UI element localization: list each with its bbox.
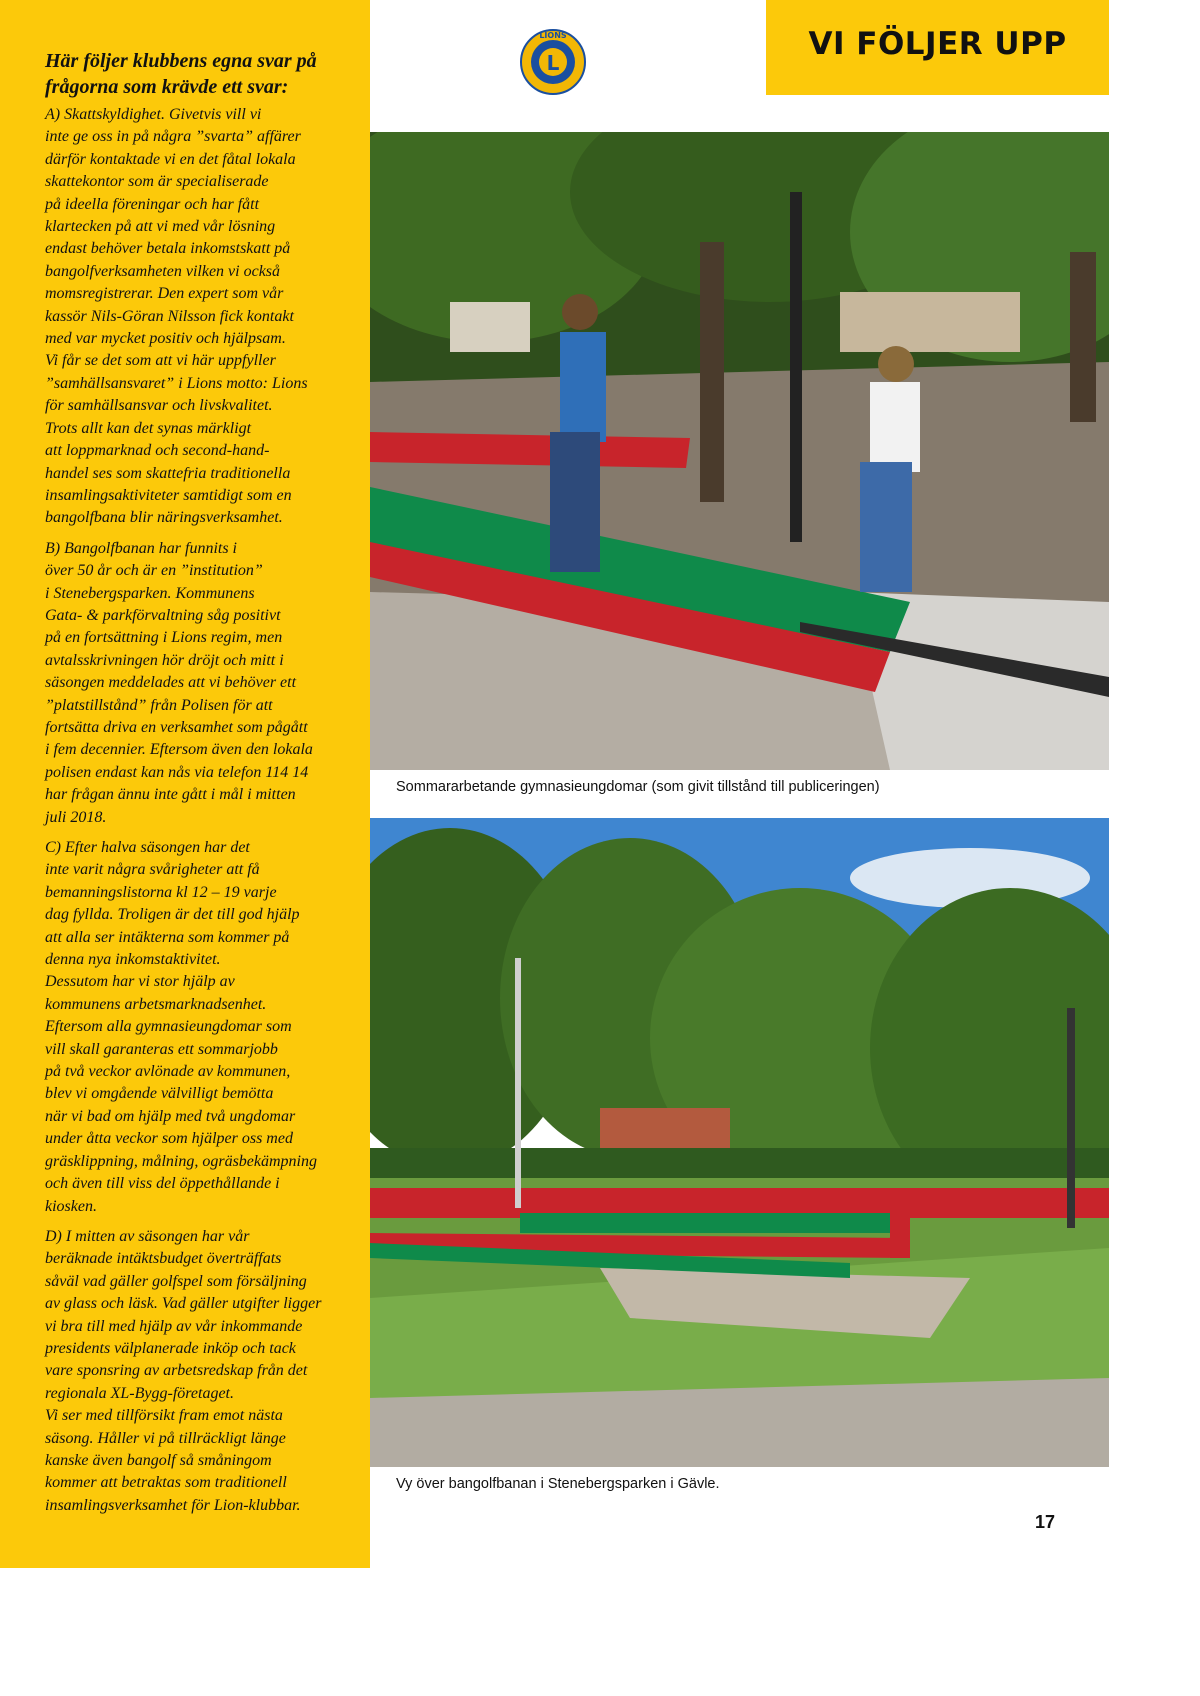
photo-caption-1: Sommararbetande gymnasieungdomar (som givit tillstånd till publiceringen) [396, 779, 880, 795]
left-text-column [0, 0, 370, 1568]
paragraph-d: D) I mitten av säsongen har vår beräknade intäktsbudget överträffats såväl vad gäller golfspel som försäljning av glass och läsk. Vad gäller utgifter ligger vi bra till med hjälp av vår inkommande presidents välplanerade inköp och tack vare sponsring av arbetsredskap från det regionala XL-Bygg-företaget. Vi ser med tillförsikt fram emot nästa säsong. Håller vi på tillräckligt länge kanske även bangolf så småningom kommer att betraktas som traditionell insamlingsverksamhet för Lion-klubbar. [45, 1227, 322, 1514]
logo-letter: L [546, 51, 560, 75]
lions-club-emblem-icon [519, 28, 587, 96]
section-title: VI FÖLJER UPP [808, 26, 1067, 62]
article-lead: Här följer klubbens egna svar på frågorna som krävde ett svar: [45, 50, 317, 98]
paragraph-b: B) Bangolfbanan har funnits i över 50 år och är en ”institution” i Stenebergsparken. Kommunens Gata- & parkförvaltning såg positivt på en fortsättning i Lions regim, men avtalsskrivningen hör dröjt och mitt i säsongen meddelades att vi behöver ett ”platstillstånd” från Polisen för att fortsätta driva en verksamhet som pågått i fem decennier. Eftersom även den lokala polisen endast kan nås via telefon 114 14 har frågan ännu inte gått i mål i mitten juli 2018. [45, 539, 313, 826]
page-number: 17 [1034, 1512, 1056, 1532]
logo-word: LIONS [539, 31, 567, 40]
paragraph-c: C) Efter halva säsongen har det inte varit några svårigheter att få bemanningslistorna kl 12 – 19 varje dag fyllda. Troligen är det till god hjälp att alla ser intäkterna som kommer på denna nya inkomstaktivitet. Dessutom har vi stor hjälp av kommunens arbetsmarknadsenhet. Eftersom alla gymnasieungdomar som vill skall garanteras ett sommarjobb på två veckor avlönade av kommunen, blev vi omgående välvilligt bemötta när vi bad om hjälp med två ungdomar under åtta veckor som hjälper oss med gräsklippning, målning, ogräsbekämpning och även till viss del öppethållande i kiosken. [45, 839, 317, 1215]
section-header [766, 0, 1109, 95]
photo-young-workers [370, 132, 1109, 770]
photo-minigolf-course [370, 818, 1109, 1467]
article-body [45, 48, 357, 1525]
photo-caption-2: Vy över bangolfbanan i Stenebergsparken i Gävle. [396, 1476, 720, 1492]
paragraph-a: A) Skattskyldighet. Givetvis vill vi inte ge oss in på några ”svarta” affärer därför kontaktade vi en det fåtal lokala skattekontor som är specialiserade på ideella föreningar och har fått klartecken på att vi med vår lösning endast behöver betala inkomstskatt på bangolfverksamheten vilken vi också momsregistrerar. Den expert som vår kassör Nils-Göran Nilsson fick kontakt med var mycket positiv och hjälpsam. Vi får se det som att vi här uppfyller ”samhällsansvaret” i Lions motto: Lions för samhällsansvar och livskvalitet. Trots allt kan det synas märkligt att loppmarknad och second-hand- handel ses som skattefria traditionella insamlingsaktiviteter samtidigt som en bangolfbana blir näringsverksamhet. [45, 106, 308, 527]
